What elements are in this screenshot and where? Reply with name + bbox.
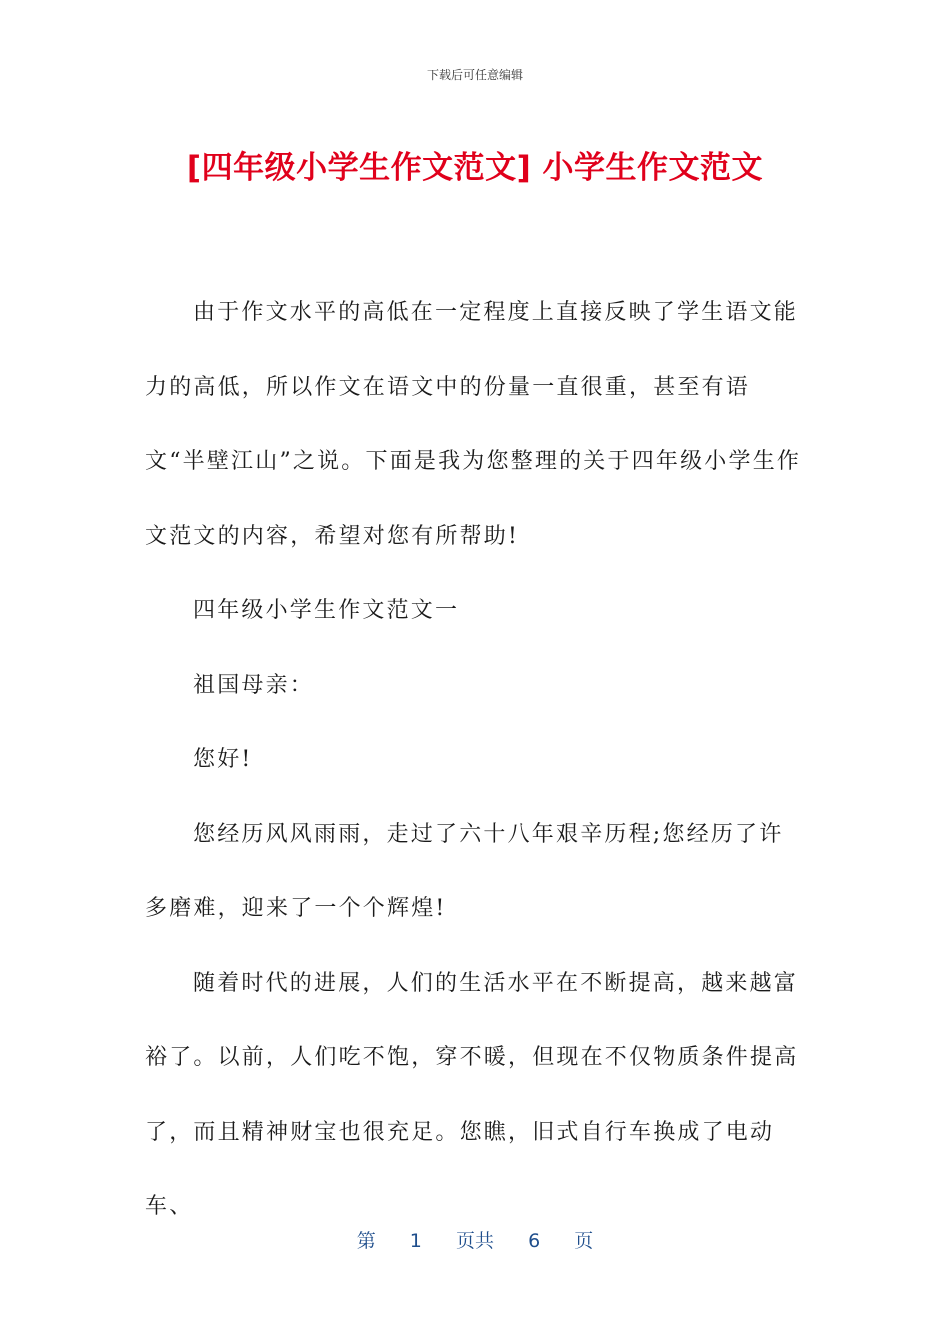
footer-prefix: 第 (356, 1230, 376, 1252)
page-footer (0, 1226, 950, 1253)
footer-current-page: 1 (409, 1230, 422, 1252)
paragraph-history: 您经历风风雨雨，走过了六十八年艰辛历程;您经历了许多磨难，迎来了一个个辉煌! (145, 821, 784, 921)
paragraph-progress: 随着时代的进展，人们的生活水平在不断提高，越来越富裕了。以前，人们吃不饱，穿不暖，但现在不仅物质条件提高了，而且精神财宝也很充足。您瞧，旧式自行车换成了电动车、 (145, 970, 799, 1219)
document-body (145, 276, 805, 1245)
header-note: 下载后可任意编辑 (426, 68, 523, 82)
footer-suffix: 页 (574, 1230, 594, 1252)
footer-total-pages: 6 (528, 1230, 541, 1252)
paragraph-intro: 由于作文水平的高低在一定程度上直接反映了学生语文能力的高低，所以作文在语文中的份量一直很重，甚至有语文“半壁江山”之说。下面是我为您整理的关于四年级小学生作文范文的内容，希望对您有所帮助! (145, 300, 802, 549)
document-title: [四年级小学生作文范文] 小学生作文范文 (186, 150, 764, 186)
paragraph-salutation: 祖国母亲： (193, 672, 315, 698)
footer-mid: 页共 (455, 1230, 494, 1252)
paragraph-greeting: 您好! (193, 747, 253, 772)
paragraph-essay-heading: 四年级小学生作文范文一 (193, 598, 460, 623)
